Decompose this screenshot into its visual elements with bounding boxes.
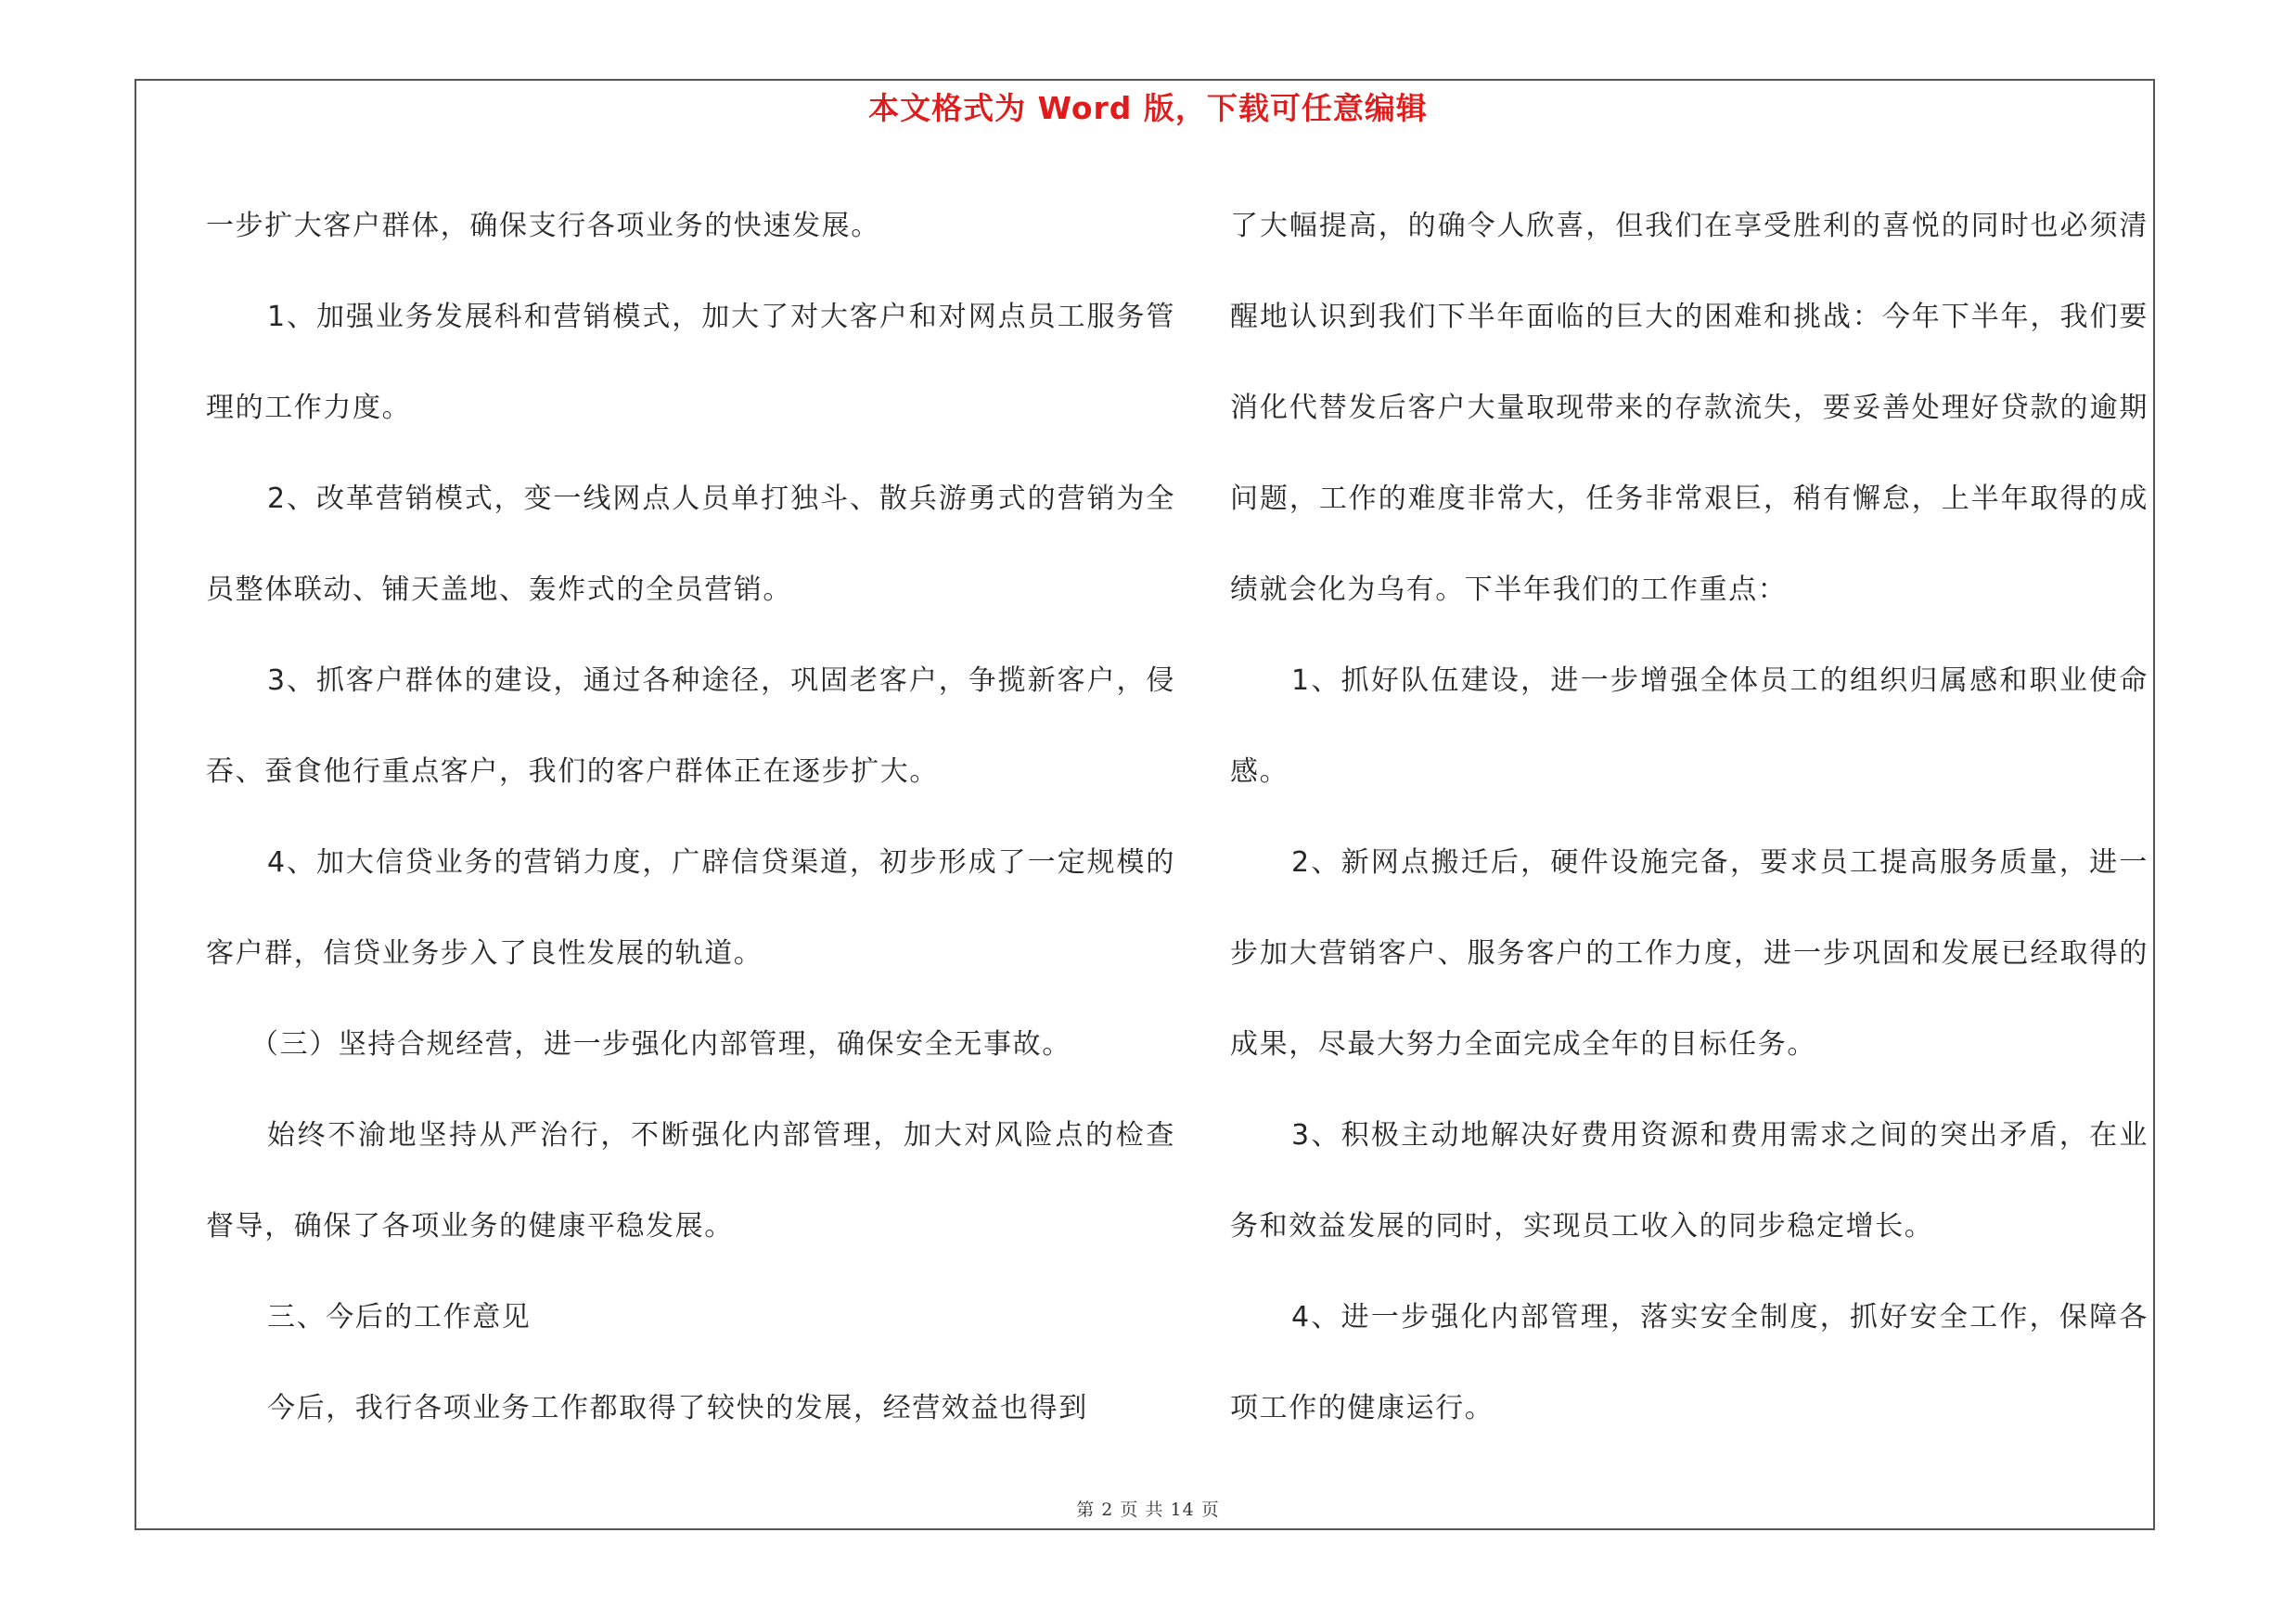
left-paragraph-1: 一步扩大客户群体，确保支行各项业务的快速发展。 (206, 210, 880, 242)
section-heading: 三、今后的工作意见 (267, 1301, 532, 1333)
left-paragraph-4: 3、抓客户群体的建设，通过各种途径，巩固老客户，争揽新客户，侵吞、蚕食他行重点客户，我们的客户群体正在逐步扩大。 (206, 664, 1175, 788)
left-paragraph-7: 始终不渝地坚持从严治行，不断强化内部管理，加大对风险点的检查督导，确保了各项业务的健康平稳发展。 (206, 1119, 1175, 1243)
left-paragraph-3: 2、改革营销模式，变一线网点人员单打独斗、散兵游勇式的营销为全员整体联动、铺天盖地、轰炸式的全员营销。 (206, 483, 1175, 606)
left-paragraph-2: 1、加强业务发展科和营销模式，加大了对大客户和对网点员工服务管理的工作力度。 (206, 301, 1175, 424)
left-paragraph-9: 今后，我行各项业务工作都取得了较快的发展，经营效益也得到 (267, 1392, 1088, 1424)
word-format-banner: 本文格式为 Word 版，下载可任意编辑 (868, 90, 1428, 126)
left-paragraph-6: （三）坚持合规经营，进一步强化内部管理，确保安全无事故。 (250, 1028, 1071, 1061)
left-text-column (206, 181, 1175, 1454)
right-paragraph-1: 了大幅提高，的确令人欣喜，但我们在享受胜利的喜悦的同时也必须清醒地认识到我们下半年面临的巨大的困难和挑战：今年下半年，我们要消化代替发后客户大量取现带来的存款流失，要妥善处理好贷款的逾期问题，工作的难度非常大，任务非常艰巨，稍有懈怠，上半年取得的成绩就会化为乌有。下半年我们的工作重点： (1230, 210, 2148, 606)
right-text-column (1230, 181, 2148, 1454)
right-paragraph-5: 4、进一步强化内部管理，落实安全制度，抓好安全工作，保障各项工作的健康运行。 (1230, 1301, 2148, 1424)
left-paragraph-5: 4、加大信贷业务的营销力度，广辟信贷渠道，初步形成了一定规模的客户群，信贷业务步入了良性发展的轨道。 (206, 846, 1175, 970)
right-paragraph-4: 3、积极主动地解决好费用资源和费用需求之间的突出矛盾，在业务和效益发展的同时，实现员工收入的同步稳定增长。 (1230, 1119, 2148, 1243)
right-paragraph-3: 2、新网点搬迁后，硬件设施完备，要求员工提高服务质量，进一步加大营销客户、服务客户的工作力度，进一步巩固和发展已经取得的成果，尽最大努力全面完成全年的目标任务。 (1230, 846, 2148, 1061)
page-number-footer: 第 2 页 共 14 页 (1076, 1500, 1220, 1520)
right-paragraph-2: 1、抓好队伍建设，进一步增强全体员工的组织归属感和职业使命感。 (1230, 664, 2148, 788)
